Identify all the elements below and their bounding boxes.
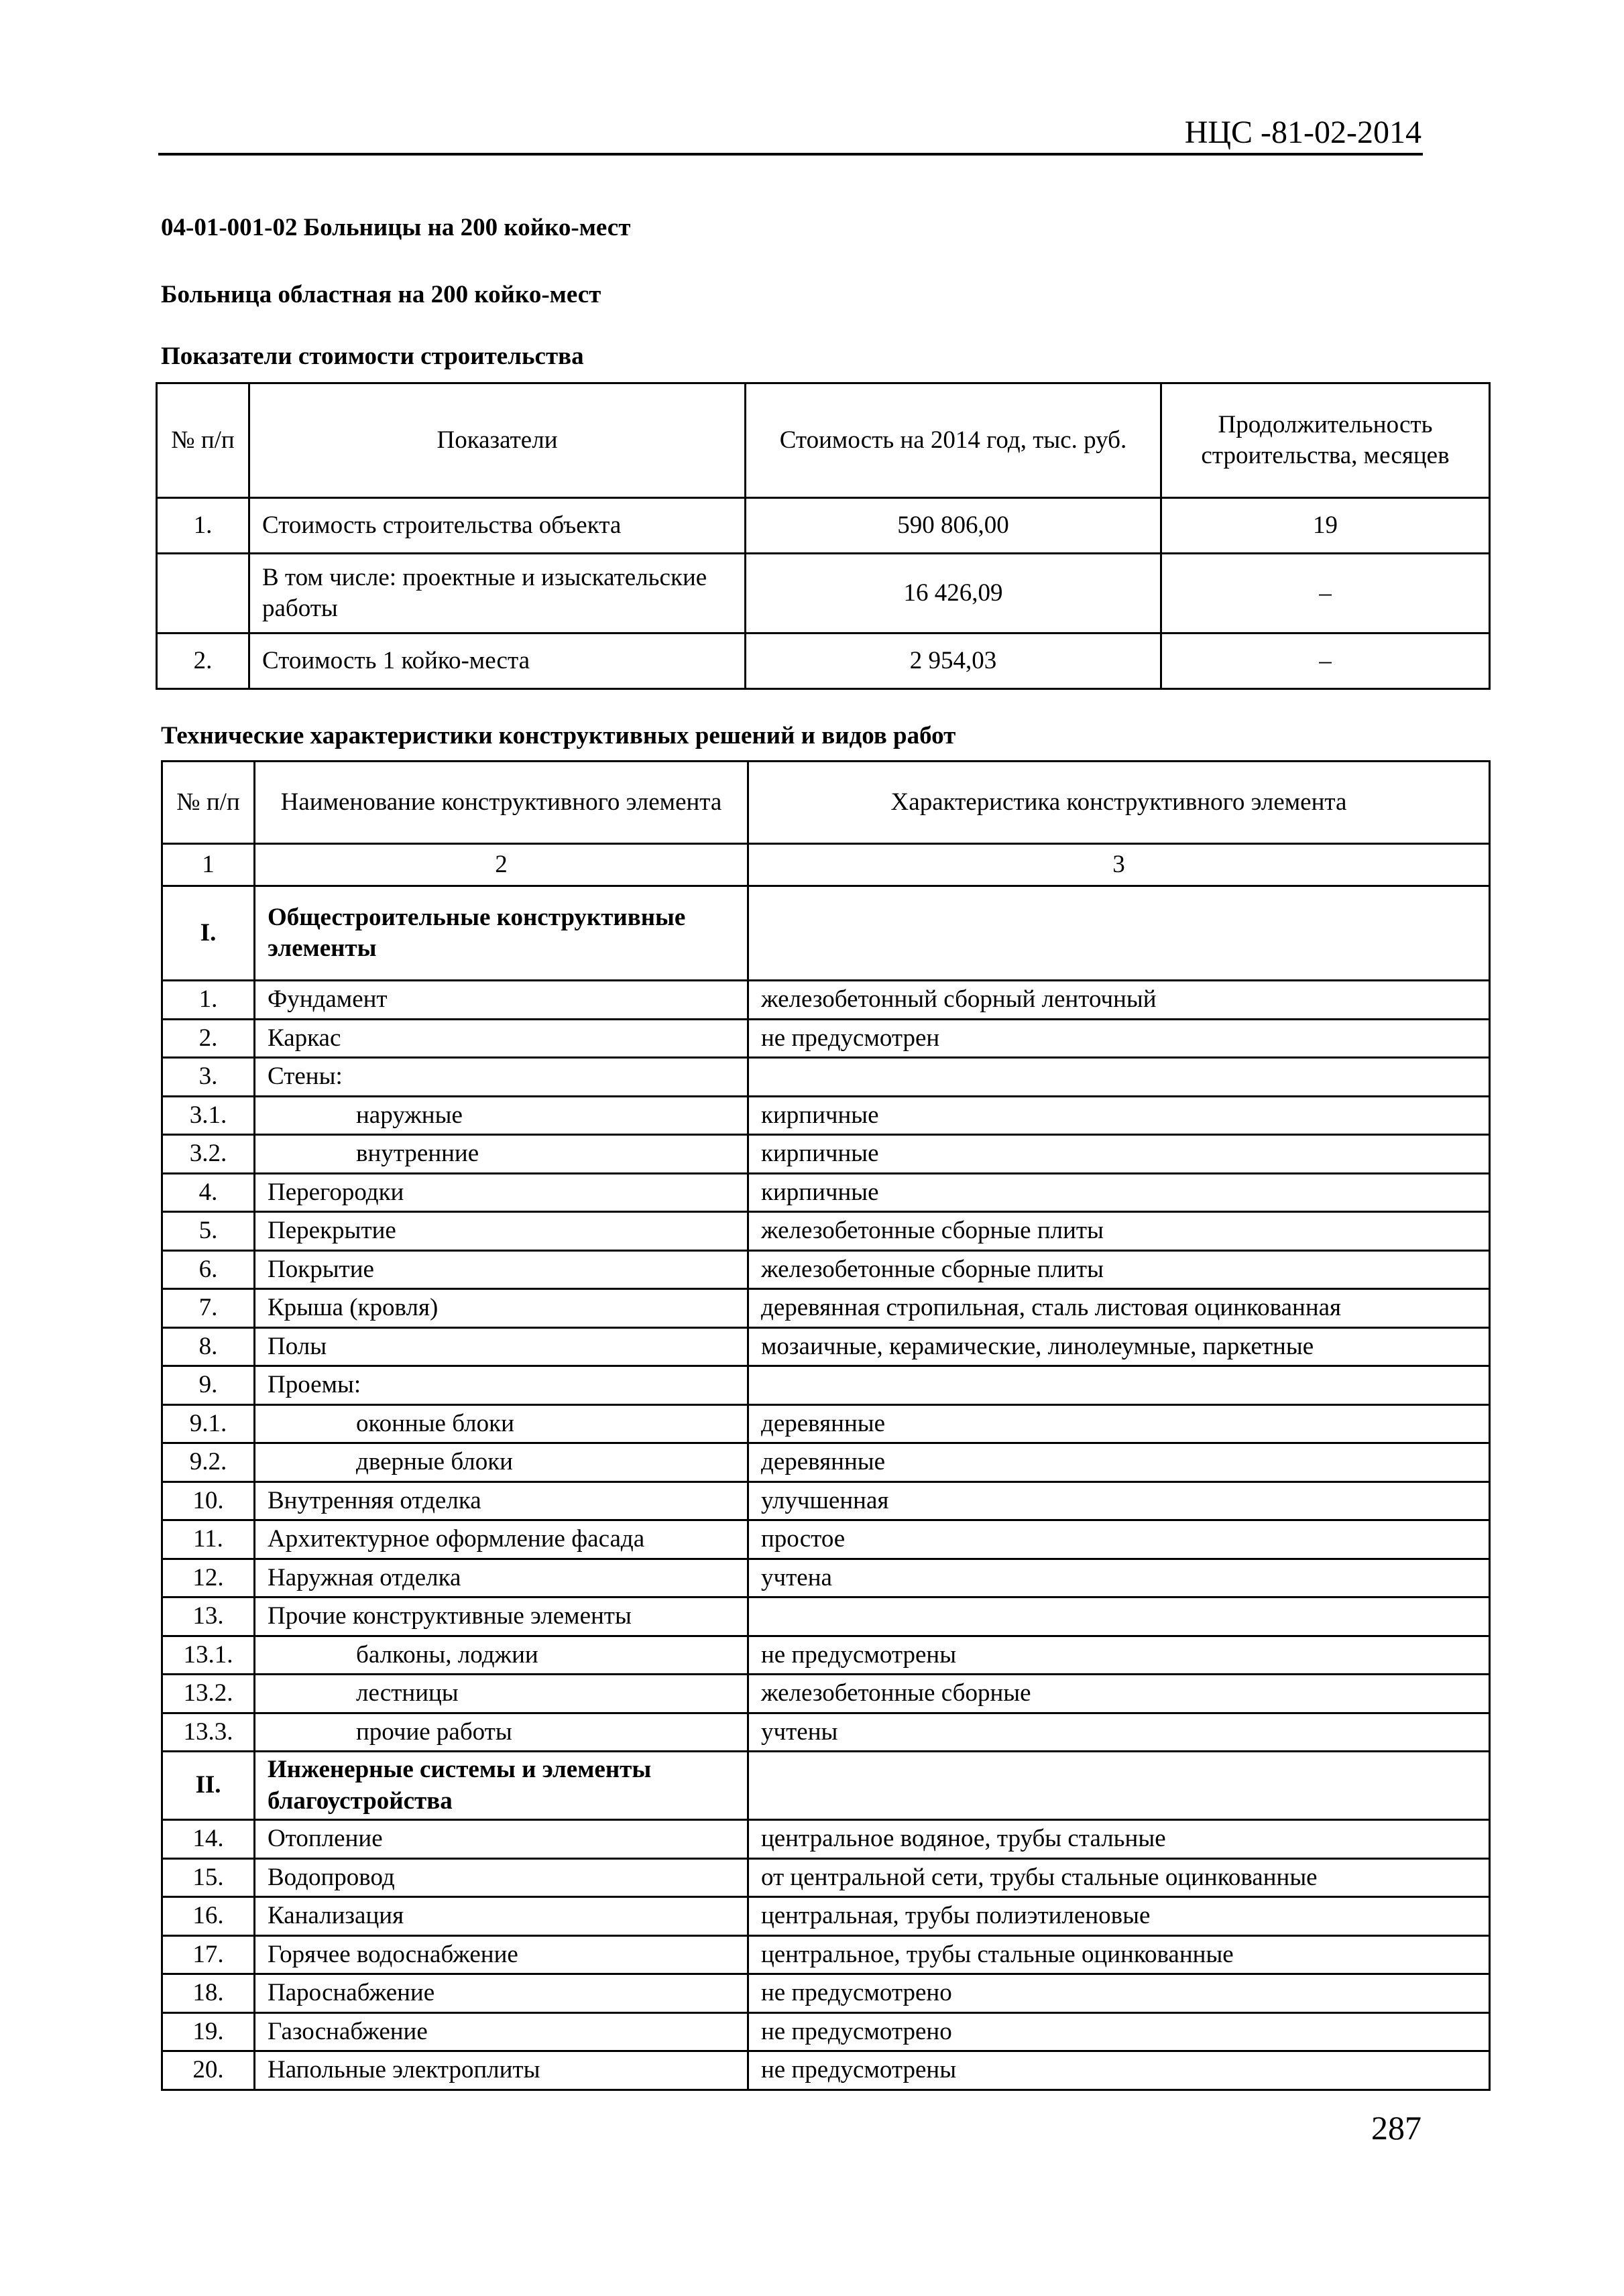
table-row	[162, 1974, 1490, 2013]
row-characteristic: учтена	[748, 1559, 1490, 1597]
tech-characteristics-table	[161, 760, 1491, 2091]
row-characteristic: не предусмотрено	[748, 2012, 1490, 2051]
row-num: 12.	[162, 1559, 255, 1597]
tech-table-header-row	[162, 762, 1490, 844]
cost-row-indicator: Стоимость строительства объекта	[249, 498, 746, 554]
row-num: 3.1.	[162, 1096, 255, 1135]
row-num: 13.	[162, 1597, 255, 1636]
row-element-name: Стены:	[255, 1058, 748, 1097]
table-row	[162, 1858, 1490, 1897]
cost-row-num: 1.	[157, 498, 249, 554]
section-name: Инженерные системы и элементы благоустройства	[255, 1752, 748, 1820]
tech-header-characteristic: Характеристика конструктивного элемента	[748, 762, 1490, 844]
row-element-name: Каркас	[255, 1019, 748, 1058]
cost-row-indicator: Стоимость 1 койко-места	[249, 633, 746, 689]
row-element-name: прочие работы	[255, 1713, 748, 1752]
row-characteristic: не предусмотрены	[748, 2051, 1490, 2090]
cost-row-num	[157, 554, 249, 633]
table-row	[162, 1597, 1490, 1636]
table-row	[162, 1019, 1490, 1058]
row-element-name: Наружная отделка	[255, 1559, 748, 1597]
page-number: 287	[1371, 2109, 1422, 2147]
section-num: II.	[162, 1752, 255, 1820]
row-characteristic: простое	[748, 1520, 1490, 1559]
cost-row-cost: 16 426,09	[746, 554, 1161, 633]
row-num: 17.	[162, 1935, 255, 1974]
row-num: 7.	[162, 1289, 255, 1328]
table-row	[162, 1559, 1490, 1597]
row-element-name: Полы	[255, 1327, 748, 1366]
row-element-name: лестницы	[255, 1675, 748, 1713]
cost-header-num: № п/п	[157, 383, 249, 498]
table-row	[162, 1897, 1490, 1936]
row-characteristic: кирпичные	[748, 1173, 1490, 1212]
row-num: 15.	[162, 1858, 255, 1897]
row-element-name: Водопровод	[255, 1858, 748, 1897]
row-num: 14.	[162, 1820, 255, 1859]
row-characteristic: железобетонные сборные	[748, 1675, 1490, 1713]
cost-row-indicator: В том числе: проектные и изыскательские работы	[249, 554, 746, 633]
row-element-name: Канализация	[255, 1897, 748, 1936]
table-row	[162, 1327, 1490, 1366]
table-row	[162, 1713, 1490, 1752]
row-element-name: Фундамент	[255, 981, 748, 1020]
column-number: 2	[255, 844, 748, 886]
cost-header-indicator: Показатели	[249, 383, 746, 498]
row-element-name: наружные	[255, 1096, 748, 1135]
row-num: 18.	[162, 1974, 255, 2013]
row-num: 11.	[162, 1520, 255, 1559]
row-characteristic: железобетонный сборный ленточный	[748, 981, 1490, 1020]
row-num: 9.2.	[162, 1443, 255, 1482]
section-num: I.	[162, 886, 255, 981]
table-row	[162, 1636, 1490, 1675]
cost-table-row	[157, 498, 1490, 554]
row-element-name: Перекрытие	[255, 1212, 748, 1251]
row-characteristic: не предусмотрены	[748, 1636, 1490, 1675]
table-row	[162, 1520, 1490, 1559]
cost-row-cost: 2 954,03	[746, 633, 1161, 689]
row-characteristic: деревянные	[748, 1443, 1490, 1482]
row-characteristic: центральное водяное, трубы стальные	[748, 1820, 1490, 1859]
document-code: НЦС -81-02-2014	[1184, 115, 1422, 150]
row-num: 13.1.	[162, 1636, 255, 1675]
tech-characteristics-heading: Технические характеристики конструктивных решений и видов работ	[161, 722, 956, 749]
row-characteristic: улучшенная	[748, 1482, 1490, 1520]
section-name: Общестроительные конструктивные элементы	[255, 886, 748, 981]
cost-indicators-table	[156, 382, 1491, 690]
row-characteristic: не предусмотрен	[748, 1019, 1490, 1058]
row-num: 13.3.	[162, 1713, 255, 1752]
table-row	[162, 2051, 1490, 2090]
row-characteristic: от центральной сети, трубы стальные оцинкованные	[748, 1858, 1490, 1897]
cost-table-row	[157, 633, 1490, 689]
table-row	[162, 1366, 1490, 1405]
row-characteristic: не предусмотрено	[748, 1974, 1490, 2013]
row-element-name: Отопление	[255, 1820, 748, 1859]
row-element-name: внутренние	[255, 1135, 748, 1174]
table-row	[162, 1173, 1490, 1212]
row-characteristic: мозаичные, керамические, линолеумные, паркетные	[748, 1327, 1490, 1366]
cost-table-header-row	[157, 383, 1490, 498]
row-num: 20.	[162, 2051, 255, 2090]
row-characteristic: кирпичные	[748, 1135, 1490, 1174]
column-number: 1	[162, 844, 255, 886]
table-row	[162, 1820, 1490, 1859]
row-element-name: оконные блоки	[255, 1404, 748, 1443]
row-characteristic: учтены	[748, 1713, 1490, 1752]
table-row	[162, 1482, 1490, 1520]
table-row	[162, 1135, 1490, 1174]
row-num: 9.	[162, 1366, 255, 1405]
row-element-name: балконы, лоджии	[255, 1636, 748, 1675]
row-num: 16.	[162, 1897, 255, 1936]
table-row	[162, 1443, 1490, 1482]
table-row	[162, 1289, 1490, 1328]
cost-row-duration: –	[1161, 633, 1490, 689]
row-characteristic: центральная, трубы полиэтиленовые	[748, 1897, 1490, 1936]
row-characteristic	[748, 1058, 1490, 1097]
row-num: 13.2.	[162, 1675, 255, 1713]
header-rule	[158, 153, 1423, 156]
table-row	[162, 2012, 1490, 2051]
object-name-heading: Больница областная на 200 койко-мест	[161, 281, 601, 308]
section-row	[162, 1752, 1490, 1820]
section-value-empty	[748, 886, 1490, 981]
column-number: 3	[748, 844, 1490, 886]
row-element-name: Пароснабжение	[255, 1974, 748, 2013]
row-characteristic: кирпичные	[748, 1096, 1490, 1135]
row-characteristic: железобетонные сборные плиты	[748, 1250, 1490, 1289]
table-row	[162, 1404, 1490, 1443]
row-element-name: Перегородки	[255, 1173, 748, 1212]
row-num: 4.	[162, 1173, 255, 1212]
row-element-name: Внутренняя отделка	[255, 1482, 748, 1520]
row-element-name: Газоснабжение	[255, 2012, 748, 2051]
row-num: 5.	[162, 1212, 255, 1251]
row-num: 3.2.	[162, 1135, 255, 1174]
cost-row-num: 2.	[157, 633, 249, 689]
row-characteristic: железобетонные сборные плиты	[748, 1212, 1490, 1251]
row-characteristic: деревянные	[748, 1404, 1490, 1443]
row-num: 2.	[162, 1019, 255, 1058]
cost-indicators-heading: Показатели стоимости строительства	[161, 343, 584, 370]
cost-header-cost: Стоимость на 2014 год, тыс. руб.	[746, 383, 1161, 498]
row-element-name: Напольные электроплиты	[255, 2051, 748, 2090]
row-characteristic	[748, 1366, 1490, 1405]
table-row	[162, 1675, 1490, 1713]
cost-table-row	[157, 554, 1490, 633]
row-element-name: Проемы:	[255, 1366, 748, 1405]
row-element-name: Горячее водоснабжение	[255, 1935, 748, 1974]
row-num: 9.1.	[162, 1404, 255, 1443]
tech-header-num: № п/п	[162, 762, 255, 844]
row-element-name: Покрытие	[255, 1250, 748, 1289]
row-num: 19.	[162, 2012, 255, 2051]
row-num: 3.	[162, 1058, 255, 1097]
table-row	[162, 1250, 1490, 1289]
section-row	[162, 886, 1490, 981]
section-value-empty	[748, 1752, 1490, 1820]
row-num: 10.	[162, 1482, 255, 1520]
row-characteristic	[748, 1597, 1490, 1636]
section-code-heading: 04-01-001-02 Больницы на 200 койко-мест	[161, 214, 631, 241]
table-row	[162, 981, 1490, 1020]
cost-row-duration: –	[1161, 554, 1490, 633]
table-row	[162, 1212, 1490, 1251]
table-row	[162, 1096, 1490, 1135]
tech-column-numbers-row	[162, 844, 1490, 886]
row-element-name: Крыша (кровля)	[255, 1289, 748, 1328]
row-num: 1.	[162, 981, 255, 1020]
row-element-name: дверные блоки	[255, 1443, 748, 1482]
row-element-name: Прочие конструктивные элементы	[255, 1597, 748, 1636]
row-element-name: Архитектурное оформление фасада	[255, 1520, 748, 1559]
cost-header-duration: Продолжительность строительства, месяцев	[1161, 383, 1490, 498]
cost-row-duration: 19	[1161, 498, 1490, 554]
row-num: 8.	[162, 1327, 255, 1366]
tech-header-name: Наименование конструктивного элемента	[255, 762, 748, 844]
row-characteristic: деревянная стропильная, сталь листовая оцинкованная	[748, 1289, 1490, 1328]
row-num: 6.	[162, 1250, 255, 1289]
cost-row-cost: 590 806,00	[746, 498, 1161, 554]
table-row	[162, 1935, 1490, 1974]
row-characteristic: центральное, трубы стальные оцинкованные	[748, 1935, 1490, 1974]
table-row	[162, 1058, 1490, 1097]
